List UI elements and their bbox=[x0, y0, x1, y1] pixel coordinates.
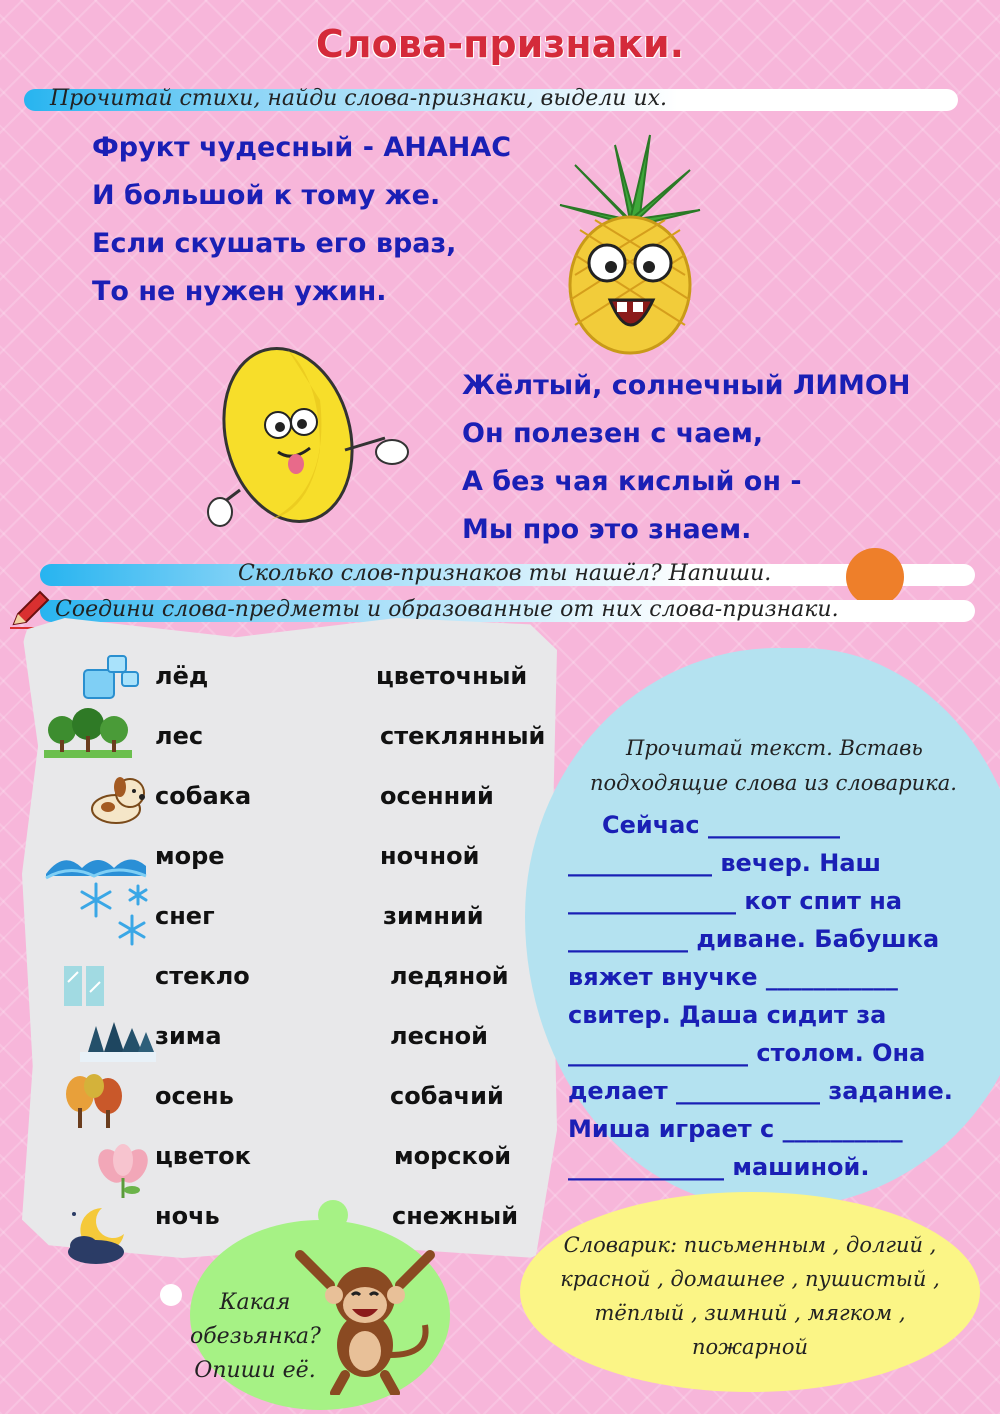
noun-flower: цветок bbox=[155, 1142, 251, 1170]
text-line: _______________ столом. Она bbox=[568, 1039, 926, 1067]
dictionary-line: пожарной bbox=[691, 1335, 808, 1359]
dictionary-line: тёплый , зимний , мягком , bbox=[594, 1301, 906, 1325]
monkey-line: обезьянка? bbox=[190, 1324, 321, 1349]
text-task-heading-1: Прочитай текст. Вставь bbox=[626, 736, 923, 760]
autumn-trees-icon bbox=[64, 1072, 126, 1130]
dictionary-line: красной , домашнее , пушистый , bbox=[560, 1267, 940, 1291]
text-task-body bbox=[568, 806, 988, 1186]
poem-line: То не нужен ужин. bbox=[92, 276, 387, 307]
noun-glass: стекло bbox=[155, 962, 250, 990]
adjective-sea: морской bbox=[394, 1142, 512, 1170]
adjective-winter: зимний bbox=[383, 902, 484, 930]
noun-winter: зима bbox=[155, 1022, 222, 1050]
text-line: __________ диване. Бабушка bbox=[568, 925, 940, 953]
noun-night: ночь bbox=[155, 1202, 220, 1230]
monkey-line: Какая bbox=[219, 1290, 291, 1315]
orange-dot bbox=[846, 548, 904, 606]
lemon-icon bbox=[200, 340, 415, 540]
small-circle-white bbox=[160, 1284, 182, 1306]
text-line: делает ____________ задание. bbox=[568, 1077, 953, 1105]
poem-line: Мы про это знаем. bbox=[462, 514, 752, 545]
poem-line: И большой к тому же. bbox=[92, 180, 441, 211]
flower-icon bbox=[92, 1138, 154, 1200]
monkey-line: Опиши её. bbox=[194, 1358, 316, 1383]
noun-snow: снег bbox=[155, 902, 215, 930]
text-task-heading-2: подходящие слова из словарика. bbox=[590, 771, 957, 795]
text-line: свитер. Даша сидит за bbox=[568, 1001, 887, 1029]
adjective-forest: лесной bbox=[390, 1022, 488, 1050]
dictionary bbox=[540, 1228, 960, 1364]
poem-pineapple bbox=[92, 124, 511, 316]
forest-icon bbox=[44, 708, 132, 760]
poem-line: Он полезен с чаем, bbox=[462, 418, 764, 449]
noun-dog: собака bbox=[155, 782, 252, 810]
instruction-read-poems: Прочитай стихи, найди слова-признаки, выдели их. bbox=[50, 86, 667, 111]
text-line: вяжет внучке ___________ bbox=[568, 963, 898, 991]
poem-line: Фрукт чудесный - АНАНАС bbox=[92, 132, 512, 163]
dog-icon bbox=[80, 773, 150, 828]
page-title: Слова-признаки. bbox=[315, 22, 685, 66]
adjective-flower: цветочный bbox=[376, 662, 528, 690]
adjective-autumn: осенний bbox=[380, 782, 494, 810]
winter-trees-icon bbox=[80, 1018, 156, 1062]
sea-wave-icon bbox=[44, 846, 148, 884]
instruction-how-many: Сколько слов-признаков ты нашёл? Напиши. bbox=[238, 561, 772, 586]
poem-lemon bbox=[462, 362, 910, 554]
snowflake-icon bbox=[76, 880, 152, 948]
monkey-icon bbox=[290, 1245, 440, 1395]
poem-line: А без чая кислый он - bbox=[462, 466, 802, 497]
noun-sea: море bbox=[155, 842, 225, 870]
instruction-connect: Соедини слова-предметы и образованные от них слова-признаки. bbox=[55, 597, 839, 622]
glass-icon bbox=[62, 962, 108, 1010]
text-line: _____________ машиной. bbox=[568, 1153, 870, 1181]
text-line: ____________ вечер. Наш bbox=[568, 849, 881, 877]
noun-ice: лёд bbox=[155, 662, 209, 690]
poem-line: Жёлтый, солнечный ЛИМОН bbox=[462, 370, 911, 401]
ice-icon bbox=[78, 652, 148, 707]
poem-line: Если скушать его враз, bbox=[92, 228, 457, 259]
noun-autumn: осень bbox=[155, 1082, 234, 1110]
small-circle-green bbox=[318, 1200, 348, 1230]
adjective-night: ночной bbox=[380, 842, 480, 870]
adjective-dog: собачий bbox=[390, 1082, 504, 1110]
night-icon bbox=[64, 1200, 136, 1268]
text-line: ______________ кот спит на bbox=[568, 887, 903, 915]
adjective-glass: стеклянный bbox=[380, 722, 546, 750]
adjective-snow: снежный bbox=[392, 1202, 519, 1230]
text-line: Сейчас ___________ bbox=[602, 811, 840, 839]
text-line: Миша играет с __________ bbox=[568, 1115, 903, 1143]
noun-forest: лес bbox=[155, 722, 204, 750]
pineapple-icon bbox=[555, 125, 705, 355]
dictionary-line: Словарик: письменным , долгий , bbox=[563, 1233, 937, 1257]
adjective-ice: ледяной bbox=[390, 962, 509, 990]
